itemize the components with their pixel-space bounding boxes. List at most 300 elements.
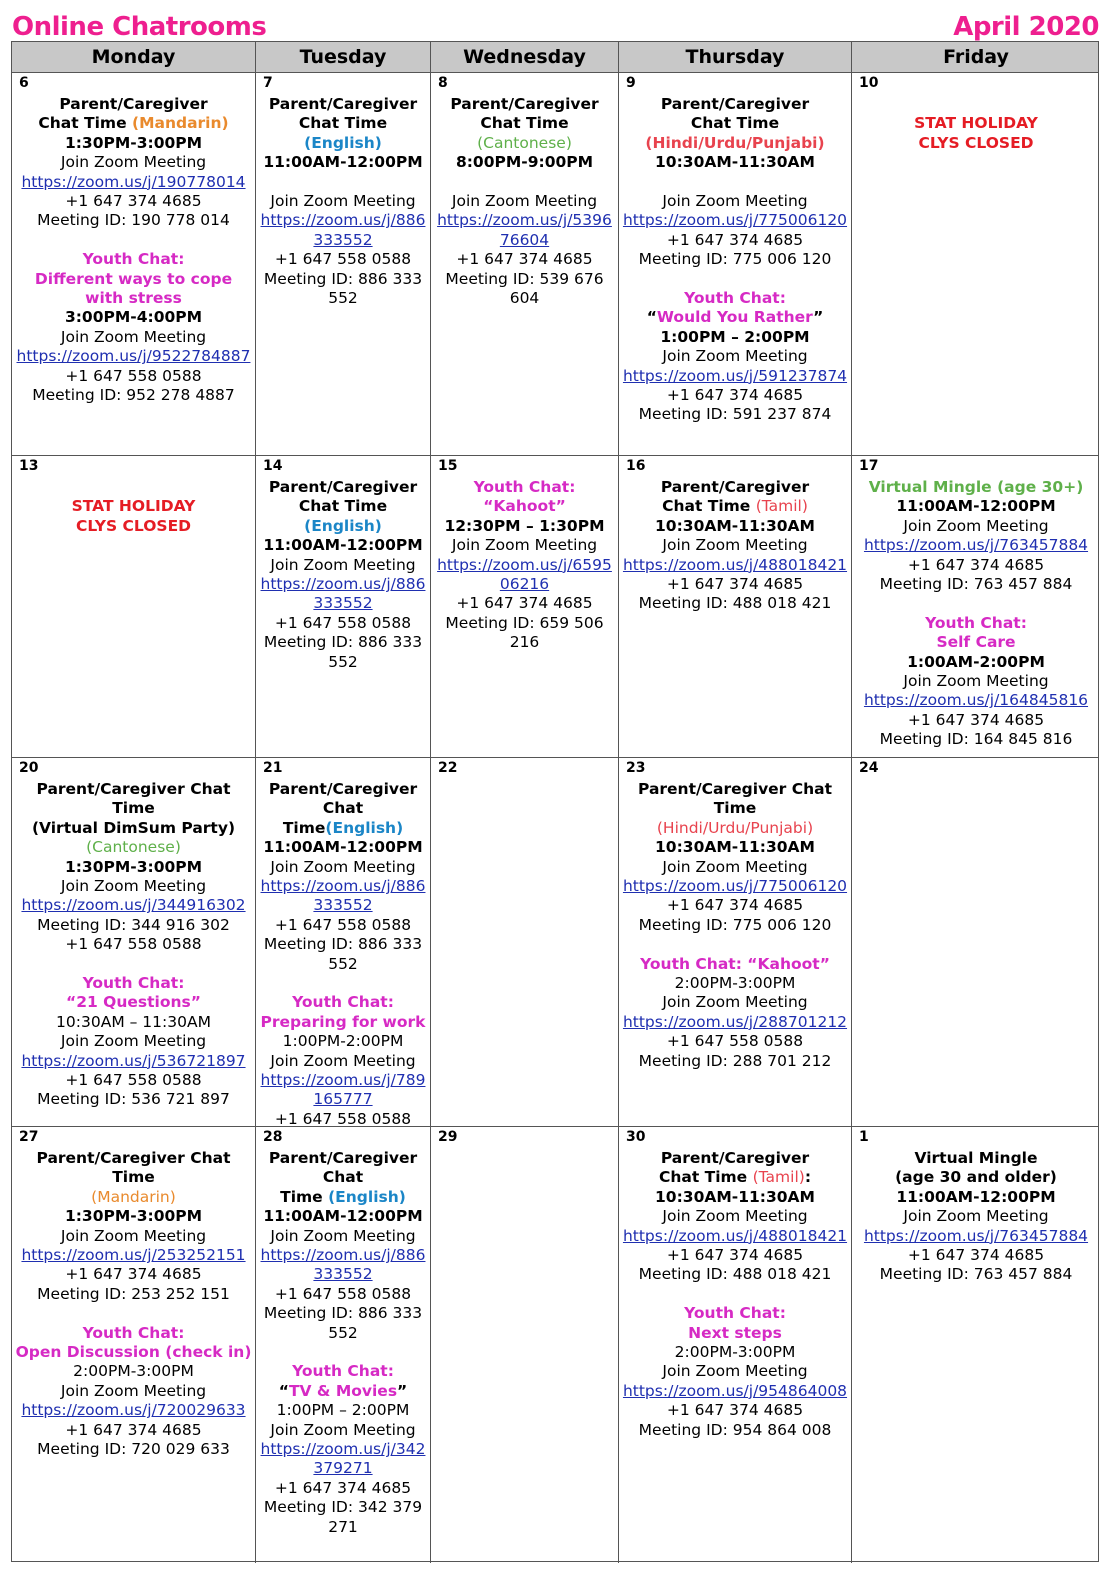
day-events bbox=[433, 95, 616, 308]
day-number: 13 bbox=[19, 458, 39, 474]
event-line: Meeting ID: 190 778 014 bbox=[37, 211, 230, 230]
event-line: Meeting ID: 775 006 120 bbox=[638, 915, 832, 934]
event-line: Parent/Caregiver bbox=[59, 95, 208, 113]
spacer bbox=[621, 270, 849, 289]
event-text: “ bbox=[278, 1381, 289, 1400]
event-line: +1 647 374 4685 bbox=[907, 1246, 1045, 1265]
event-line: Join Zoom Meeting bbox=[270, 1051, 416, 1070]
link-line bbox=[433, 556, 616, 595]
event-line: 11:00AM-12:00PM bbox=[263, 838, 423, 857]
zoom-meeting-link[interactable]: https://zoom.us/j/342379271 bbox=[260, 1440, 426, 1478]
day-events bbox=[621, 780, 849, 1071]
event-line bbox=[258, 1188, 428, 1207]
day-number: 17 bbox=[859, 458, 879, 474]
event-line: Chat Time bbox=[690, 114, 780, 133]
event-line: (Hindi/Urdu/Punjabi) bbox=[656, 818, 814, 837]
event-line: Join Zoom Meeting bbox=[270, 857, 416, 876]
event-line: Join Zoom Meeting bbox=[662, 857, 808, 876]
event-text: ” bbox=[813, 308, 824, 327]
day-cell bbox=[619, 758, 852, 1126]
week-row bbox=[12, 73, 1098, 456]
link-line bbox=[621, 556, 849, 575]
event-line: Youth Chat: bbox=[684, 289, 786, 308]
link-line bbox=[14, 896, 253, 915]
day-number: 23 bbox=[626, 760, 646, 776]
event-line: Chat Time bbox=[480, 114, 569, 133]
event-line: Meeting ID: 763 457 884 bbox=[879, 1265, 1073, 1284]
event-text: (Tamil) bbox=[752, 1168, 805, 1187]
event-line: Meeting ID: 164 845 816 bbox=[879, 730, 1073, 749]
zoom-meeting-link[interactable]: https://zoom.us/j/720029633 bbox=[21, 1401, 246, 1420]
day-number: 30 bbox=[626, 1129, 646, 1145]
zoom-meeting-link[interactable]: https://zoom.us/j/190778014 bbox=[21, 172, 246, 191]
link-line bbox=[621, 211, 849, 230]
event-line: Join Zoom Meeting bbox=[60, 153, 207, 172]
link-line bbox=[258, 211, 428, 250]
event-line: 1:30PM-3:00PM bbox=[64, 1207, 203, 1226]
event-line: 11:00AM-12:00PM bbox=[263, 536, 423, 555]
spacer bbox=[854, 95, 1098, 114]
weekday-thursday: Thursday bbox=[619, 42, 852, 72]
day-number: 24 bbox=[859, 760, 879, 776]
event-line bbox=[14, 114, 253, 133]
event-text: TV & Movies bbox=[288, 1381, 398, 1400]
day-events bbox=[621, 1149, 849, 1440]
event-line: +1 647 374 4685 bbox=[456, 594, 593, 613]
event-line: Meeting ID: 288 701 212 bbox=[638, 1051, 832, 1070]
event-text: Would You Rather bbox=[656, 308, 814, 327]
event-line: Join Zoom Meeting bbox=[662, 347, 808, 366]
week-row bbox=[12, 1127, 1098, 1563]
spacer bbox=[258, 1343, 428, 1362]
day-cell bbox=[852, 456, 1100, 757]
day-cell bbox=[12, 1127, 256, 1563]
event-line: 1:00PM – 2:00PM bbox=[276, 1401, 410, 1420]
day-events bbox=[14, 95, 253, 405]
day-number: 28 bbox=[263, 1129, 283, 1145]
event-line: Meeting ID: 659 506 216 bbox=[445, 613, 604, 652]
link-line bbox=[621, 367, 849, 386]
zoom-meeting-link[interactable]: https://zoom.us/j/886333552 bbox=[260, 211, 426, 249]
event-line: Youth Chat: bbox=[292, 993, 394, 1012]
weekday-wednesday: Wednesday bbox=[431, 42, 619, 72]
zoom-meeting-link[interactable]: https://zoom.us/j/344916302 bbox=[21, 896, 246, 915]
event-line: +1 647 558 0588 bbox=[65, 935, 202, 954]
zoom-meeting-link[interactable]: https://zoom.us/j/9522784887 bbox=[16, 347, 251, 366]
event-line: Parent/Caregiver bbox=[660, 478, 810, 496]
event-line: +1 647 374 4685 bbox=[666, 1401, 804, 1420]
week-row bbox=[12, 456, 1098, 758]
link-line bbox=[854, 536, 1098, 555]
event-line: +1 647 374 4685 bbox=[456, 250, 593, 269]
link-line bbox=[621, 877, 849, 896]
event-line: Join Zoom Meeting bbox=[60, 1226, 207, 1245]
event-line: 1:00AM-2:00PM bbox=[907, 652, 1045, 671]
event-line: Parent/Caregiver Chat Time bbox=[638, 780, 832, 818]
event-line: Meeting ID: 886 333 552 bbox=[263, 269, 423, 308]
event-line: (age 30 and older) bbox=[895, 1168, 1057, 1187]
day-cell bbox=[12, 456, 256, 757]
day-events bbox=[14, 478, 253, 536]
event-line: +1 647 558 0588 bbox=[65, 366, 202, 385]
link-line bbox=[14, 1052, 253, 1071]
weekday-tuesday: Tuesday bbox=[256, 42, 431, 72]
link-line bbox=[433, 211, 616, 250]
event-line: Meeting ID: 775 006 120 bbox=[638, 250, 832, 269]
zoom-meeting-link[interactable]: https://zoom.us/j/763457884 bbox=[863, 1226, 1089, 1245]
event-line: 8:00PM-9:00PM bbox=[455, 153, 594, 172]
event-line: 11:00AM-12:00PM bbox=[896, 497, 1056, 516]
event-line: Join Zoom Meeting bbox=[60, 1381, 207, 1400]
day-cell bbox=[852, 73, 1100, 455]
event-line: Join Zoom Meeting bbox=[270, 555, 416, 574]
event-line: 3:00PM-4:00PM bbox=[64, 308, 203, 327]
event-line: 1:00PM-2:00PM bbox=[282, 1032, 404, 1051]
day-cell bbox=[256, 73, 431, 455]
event-line: Parent/Caregiver bbox=[660, 1149, 810, 1167]
weekday-header bbox=[12, 42, 1098, 73]
link-line bbox=[258, 1246, 428, 1285]
event-line: Meeting ID: 886 333 552 bbox=[263, 1304, 423, 1342]
day-cell bbox=[619, 1127, 852, 1563]
event-line: STAT HOLIDAY bbox=[914, 114, 1038, 133]
event-line: +1 647 374 4685 bbox=[65, 1420, 202, 1439]
event-line: Meeting ID: 591 237 874 bbox=[638, 405, 832, 424]
event-line: +1 647 374 4685 bbox=[666, 1246, 804, 1265]
zoom-meeting-link[interactable]: https://zoom.us/j/164845816 bbox=[863, 691, 1089, 710]
event-line: Join Zoom Meeting bbox=[662, 192, 808, 211]
event-line: +1 647 374 4685 bbox=[666, 896, 804, 915]
event-line: Join Zoom Meeting bbox=[903, 1207, 1049, 1226]
event-line: Meeting ID: 342 379 271 bbox=[263, 1498, 423, 1536]
day-number: 9 bbox=[626, 75, 636, 91]
event-line: Meeting ID: 539 676 604 bbox=[445, 269, 604, 308]
event-line: +1 647 374 4685 bbox=[274, 1478, 412, 1497]
spacer bbox=[621, 935, 849, 954]
event-line: Parent/Caregiver bbox=[450, 95, 599, 113]
day-events bbox=[621, 95, 849, 425]
event-line: Meeting ID: 344 916 302 bbox=[37, 915, 230, 934]
link-line bbox=[621, 1382, 849, 1401]
spacer bbox=[14, 1304, 253, 1323]
event-line: Different ways to cope with stress bbox=[34, 269, 233, 308]
spacer bbox=[14, 231, 253, 250]
day-cell bbox=[852, 1127, 1100, 1563]
day-events bbox=[854, 478, 1098, 750]
day-number: 29 bbox=[438, 1129, 458, 1145]
event-line: Youth Chat: bbox=[292, 1362, 394, 1381]
weekday-monday: Monday bbox=[12, 42, 256, 72]
spacer bbox=[14, 478, 253, 497]
day-number: 15 bbox=[438, 458, 458, 474]
event-line: Parent/Caregiver Chat Time bbox=[36, 780, 231, 818]
day-number: 10 bbox=[859, 75, 879, 91]
day-cell bbox=[256, 456, 431, 757]
spacer bbox=[258, 173, 428, 192]
day-cell bbox=[852, 758, 1100, 1126]
event-line: Join Zoom Meeting bbox=[60, 1032, 207, 1051]
event-line: Parent/Caregiver bbox=[268, 478, 418, 496]
event-line: +1 647 558 0588 bbox=[65, 1071, 202, 1090]
event-line: “Kahoot” bbox=[483, 497, 566, 516]
link-line bbox=[258, 1071, 428, 1110]
event-line: CLYS CLOSED bbox=[918, 133, 1034, 152]
day-cell bbox=[431, 456, 619, 757]
day-cell bbox=[431, 1127, 619, 1563]
event-text: ” bbox=[397, 1381, 408, 1400]
spacer bbox=[433, 173, 616, 192]
page-title: Online Chatrooms bbox=[12, 12, 267, 42]
zoom-meeting-link[interactable]: https://zoom.us/j/775006120 bbox=[622, 877, 848, 896]
event-line: +1 647 374 4685 bbox=[666, 230, 804, 249]
day-events bbox=[854, 95, 1098, 153]
day-cell bbox=[12, 73, 256, 455]
day-cell bbox=[431, 73, 619, 455]
event-text: Chat Time bbox=[298, 497, 388, 516]
event-line: 10:30AM-11:30AM bbox=[655, 1187, 815, 1206]
event-text: (English) bbox=[328, 1187, 406, 1206]
day-events bbox=[14, 780, 253, 1110]
event-line: +1 647 558 0588 bbox=[274, 250, 412, 269]
event-line: +1 647 374 4685 bbox=[666, 575, 804, 594]
event-line: +1 647 558 0588 bbox=[666, 1032, 804, 1051]
event-line: 2:00PM-3:00PM bbox=[674, 1343, 796, 1362]
event-text: Chat Time bbox=[662, 497, 756, 516]
event-text: (Mandarin) bbox=[131, 114, 229, 133]
spacer bbox=[854, 594, 1098, 613]
zoom-meeting-link[interactable]: https://zoom.us/j/591237874 bbox=[622, 366, 848, 385]
zoom-meeting-link[interactable]: https://zoom.us/j/488018421 bbox=[622, 555, 848, 574]
event-line: (Hindi/Urdu/Punjabi) bbox=[645, 133, 825, 152]
weekday-friday: Friday bbox=[943, 46, 1009, 68]
event-line: 11:00AM-12:00PM bbox=[263, 153, 423, 172]
day-number: 6 bbox=[19, 75, 29, 91]
zoom-meeting-link[interactable]: https://zoom.us/j/886333552 bbox=[260, 575, 426, 613]
event-line: Parent/Caregiver bbox=[268, 95, 418, 113]
spacer bbox=[621, 1285, 849, 1304]
event-line: Preparing for work bbox=[260, 1012, 426, 1031]
event-line: Meeting ID: 886 333 552 bbox=[263, 633, 423, 671]
event-line: Meeting ID: 886 333 552 bbox=[263, 935, 423, 973]
event-line: Join Zoom Meeting bbox=[270, 1420, 416, 1439]
event-line: (Cantonese) bbox=[86, 838, 181, 857]
event-line: STAT HOLIDAY bbox=[71, 497, 196, 516]
zoom-meeting-link[interactable]: https://zoom.us/j/886333552 bbox=[260, 877, 426, 915]
event-line: Youth Chat: bbox=[82, 250, 185, 269]
event-line: Join Zoom Meeting bbox=[662, 993, 808, 1012]
day-cell bbox=[12, 758, 256, 1126]
day-number: 22 bbox=[438, 760, 458, 776]
event-text: (English) bbox=[325, 818, 404, 837]
event-text: : bbox=[804, 1168, 812, 1187]
link-line bbox=[258, 877, 428, 916]
spacer bbox=[258, 974, 428, 993]
event-line: +1 647 374 4685 bbox=[65, 1265, 202, 1284]
event-line: Join Zoom Meeting bbox=[270, 1226, 416, 1245]
day-number: 7 bbox=[263, 75, 273, 91]
event-line: Parent/Caregiver Chat bbox=[268, 1149, 418, 1187]
event-line: 2:00PM-3:00PM bbox=[674, 974, 796, 993]
event-line: Join Zoom Meeting bbox=[662, 536, 808, 555]
spacer bbox=[14, 955, 253, 974]
zoom-meeting-link[interactable]: https://zoom.us/j/954864008 bbox=[622, 1381, 848, 1400]
event-line: Join Zoom Meeting bbox=[451, 192, 598, 211]
event-line: +1 647 558 0588 bbox=[274, 1109, 412, 1126]
day-events bbox=[258, 95, 428, 308]
zoom-meeting-link[interactable]: https://zoom.us/j/488018421 bbox=[622, 1226, 848, 1245]
event-text: “ bbox=[646, 308, 657, 327]
link-line bbox=[258, 575, 428, 614]
event-line: Meeting ID: 763 457 884 bbox=[879, 575, 1073, 594]
link-line bbox=[621, 1227, 849, 1246]
event-line: Youth Chat: bbox=[82, 974, 185, 993]
event-line bbox=[258, 114, 428, 153]
event-line: Youth Chat: bbox=[925, 613, 1027, 632]
event-line: +1 647 558 0588 bbox=[274, 613, 412, 632]
event-line: Meeting ID: 952 278 4887 bbox=[32, 386, 235, 405]
event-line: Join Zoom Meeting bbox=[60, 327, 207, 346]
day-number: 27 bbox=[19, 1129, 39, 1145]
event-line: +1 647 374 4685 bbox=[907, 710, 1045, 729]
event-line bbox=[258, 1382, 428, 1401]
day-number: 8 bbox=[438, 75, 448, 91]
link-line bbox=[14, 173, 253, 192]
event-line: +1 647 374 4685 bbox=[666, 386, 804, 405]
event-line: Next steps bbox=[688, 1323, 782, 1342]
event-line: Virtual Mingle (age 30+) bbox=[868, 478, 1084, 496]
event-line: +1 647 558 0588 bbox=[274, 1284, 412, 1303]
event-line: Meeting ID: 954 864 008 bbox=[638, 1420, 832, 1439]
day-number: 20 bbox=[19, 760, 39, 776]
event-text: (Tamil) bbox=[755, 497, 808, 516]
day-events bbox=[258, 478, 428, 672]
event-line bbox=[621, 497, 849, 516]
event-line: Parent/Caregiver Chat bbox=[268, 780, 418, 818]
event-text: (English) bbox=[304, 516, 382, 535]
zoom-meeting-link[interactable]: https://zoom.us/j/789165777 bbox=[260, 1071, 426, 1109]
event-line: +1 647 558 0588 bbox=[274, 915, 412, 934]
zoom-meeting-link[interactable]: https://zoom.us/j/288701212 bbox=[622, 1012, 848, 1031]
event-line: Join Zoom Meeting bbox=[60, 877, 207, 896]
event-line: +1 647 374 4685 bbox=[65, 192, 202, 211]
event-line: (Virtual DimSum Party) bbox=[31, 818, 236, 837]
event-line bbox=[621, 1168, 849, 1187]
event-line: Parent/Caregiver Chat Time bbox=[36, 1149, 231, 1187]
event-line: Join Zoom Meeting bbox=[903, 516, 1049, 535]
event-line: 10:30AM-11:30AM bbox=[655, 153, 815, 172]
event-line: 1:30PM-3:00PM bbox=[64, 133, 203, 152]
event-text: (English) bbox=[304, 133, 382, 152]
event-text: Chat Time bbox=[38, 114, 132, 133]
event-line: Meeting ID: 488 018 421 bbox=[638, 1265, 832, 1284]
event-line: Virtual Mingle bbox=[914, 1149, 1038, 1167]
day-number: 14 bbox=[263, 458, 283, 474]
day-cell bbox=[256, 758, 431, 1126]
event-line: “21 Questions” bbox=[66, 993, 201, 1012]
event-line: 2:00PM-3:00PM bbox=[73, 1362, 194, 1381]
event-text: Time bbox=[280, 1187, 329, 1206]
event-line: 10:30AM-11:30AM bbox=[655, 516, 815, 535]
day-cell bbox=[431, 758, 619, 1126]
event-line: 11:00AM-12:00PM bbox=[896, 1187, 1056, 1206]
event-text: Time bbox=[282, 818, 326, 837]
event-line: 10:30AM – 11:30AM bbox=[56, 1012, 211, 1031]
event-line: Join Zoom Meeting bbox=[662, 1207, 808, 1226]
event-line: 1:00PM – 2:00PM bbox=[660, 327, 810, 346]
zoom-meeting-link[interactable]: https://zoom.us/j/253252151 bbox=[21, 1246, 246, 1265]
link-line bbox=[854, 691, 1098, 710]
day-cell bbox=[619, 73, 852, 455]
event-line: Youth Chat: “Kahoot” bbox=[640, 954, 830, 973]
link-line bbox=[14, 1246, 253, 1265]
zoom-meeting-link[interactable]: https://zoom.us/j/763457884 bbox=[863, 536, 1089, 555]
zoom-meeting-link[interactable]: https://zoom.us/j/659506216 bbox=[437, 555, 612, 594]
event-line: Meeting ID: 253 252 151 bbox=[37, 1284, 230, 1303]
zoom-meeting-link[interactable]: https://zoom.us/j/886333552 bbox=[260, 1246, 426, 1284]
event-line: 11:00AM-12:00PM bbox=[263, 1207, 423, 1226]
event-line bbox=[621, 308, 849, 327]
day-cell bbox=[256, 1127, 431, 1563]
event-line: +1 647 374 4685 bbox=[907, 555, 1045, 574]
event-line: 10:30AM-11:30AM bbox=[655, 838, 815, 857]
event-text: Chat Time bbox=[658, 1168, 753, 1187]
zoom-meeting-link[interactable]: https://zoom.us/j/539676604 bbox=[437, 211, 612, 249]
event-line: (Cantonese) bbox=[477, 133, 572, 152]
day-events bbox=[854, 1149, 1098, 1285]
day-events bbox=[14, 1149, 253, 1459]
zoom-meeting-link[interactable]: https://zoom.us/j/775006120 bbox=[622, 211, 848, 230]
event-line: Youth Chat: bbox=[82, 1323, 185, 1342]
link-line bbox=[621, 1013, 849, 1032]
spacer bbox=[621, 173, 849, 192]
event-line: Self Care bbox=[936, 633, 1016, 652]
event-line: Meeting ID: 488 018 421 bbox=[638, 594, 832, 613]
day-number: 21 bbox=[263, 760, 283, 776]
event-line bbox=[258, 497, 428, 536]
month-label: April 2020 bbox=[953, 12, 1099, 42]
day-number: 16 bbox=[626, 458, 646, 474]
event-line: Join Zoom Meeting bbox=[270, 192, 416, 211]
day-cell bbox=[619, 456, 852, 757]
link-line bbox=[258, 1440, 428, 1479]
event-line: Youth Chat: bbox=[684, 1304, 786, 1323]
link-line bbox=[14, 347, 253, 366]
week-row bbox=[12, 758, 1098, 1127]
link-line bbox=[854, 1227, 1098, 1246]
event-line: Join Zoom Meeting bbox=[903, 672, 1049, 691]
day-events bbox=[621, 478, 849, 614]
event-line: (Mandarin) bbox=[91, 1187, 176, 1206]
day-events bbox=[258, 780, 428, 1126]
event-line: 12:30PM – 1:30PM bbox=[444, 516, 605, 535]
event-line: Join Zoom Meeting bbox=[662, 1362, 808, 1381]
event-line: Open Discussion (check in) bbox=[15, 1343, 252, 1362]
event-line: 1:30PM-3:00PM bbox=[64, 857, 203, 876]
event-text: Chat Time bbox=[298, 114, 388, 133]
event-line: CLYS CLOSED bbox=[75, 516, 192, 535]
event-line: Youth Chat: bbox=[473, 478, 576, 496]
day-number: 1 bbox=[859, 1129, 869, 1145]
event-line: Join Zoom Meeting bbox=[451, 536, 598, 555]
zoom-meeting-link[interactable]: https://zoom.us/j/536721897 bbox=[21, 1051, 246, 1070]
event-line: Parent/Caregiver bbox=[660, 95, 810, 113]
day-events bbox=[433, 478, 616, 653]
calendar-grid bbox=[11, 41, 1099, 1562]
event-line: Meeting ID: 720 029 633 bbox=[37, 1440, 230, 1459]
event-line: Meeting ID: 536 721 897 bbox=[37, 1090, 230, 1109]
day-events bbox=[258, 1149, 428, 1537]
event-line bbox=[258, 819, 428, 838]
